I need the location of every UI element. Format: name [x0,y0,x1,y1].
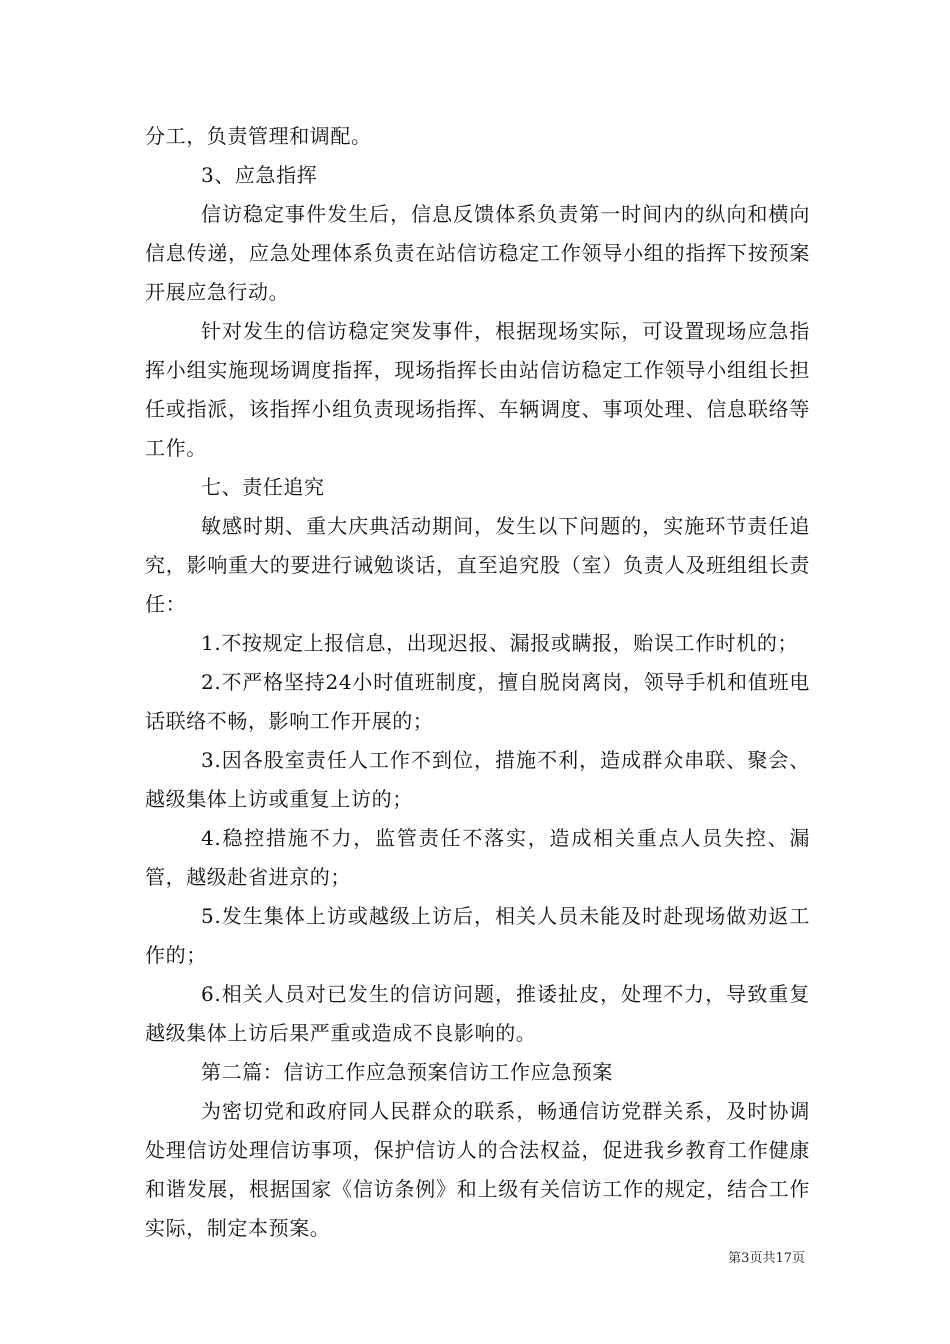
list-item: 1.不按规定上报信息，出现迟报、漏报或瞒报，贻误工作时机的； [201,631,799,655]
list-item: 4.稳控措施不力，监管责任不落实，造成相关重点人员失控、漏管，越级赴省进京的； [145,826,810,889]
list-item: 6.相关人员对已发生的信访问题，推诿扯皮，处理不力，导致重复越级集体上访后果严重或造成不良影响的。 [145,982,810,1045]
document-body [145,117,810,1248]
section-heading: 第二篇：信访工作应急预案信访工作应急预案 [201,1060,613,1084]
list-item: 3.因各股室责任人工作不到位，措施不利，造成群众串联、聚会、越级集体上访或重复上访的； [145,748,810,811]
list-item: 5.发生集体上访或越级上访后，相关人员未能及时赴现场做劝返工作的； [145,904,810,967]
section-heading: 七、责任追究 [201,475,325,499]
paragraph: 针对发生的信访稳定突发事件，根据现场实际，可设置现场应急指挥小组实施现场调度指挥，现场指挥长由站信访稳定工作领导小组组长担任或指派，该指挥小组负责现场指挥、车辆调度、事项处理、信息联络等工作。 [145,319,810,460]
paragraph: 信访稳定事件发生后，信息反馈体系负责第一时间内的纵向和横向信息传递，应急处理体系负责在站信访稳定工作领导小组的指挥下按预案开展应急行动。 [145,202,810,304]
list-item: 2.不严格坚持24小时值班制度，擅自脱岗离岗，领导手机和值班电话联络不畅，影响工作开展的； [145,670,810,733]
paragraph: 3、应急指挥 [201,163,318,187]
paragraph: 为密切党和政府同人民群众的联系，畅通信访党群关系，及时协调处理信访处理信访事项，保护信访人的合法权益，促进我乡教育工作健康和谐发展，根据国家《信访条例》和上级有关信访工作的规定，结合工作实际，制定本预案。 [145,1099,810,1240]
page-number: 第3页共17页 [728,1251,805,1266]
paragraph: 分工，负责管理和调配。 [145,124,372,148]
paragraph: 敏感时期、重大庆典活动期间，发生以下问题的，实施环节责任追究，影响重大的要进行诫勉谈话，直至追究股（室）负责人及班组组长责任： [145,514,810,616]
